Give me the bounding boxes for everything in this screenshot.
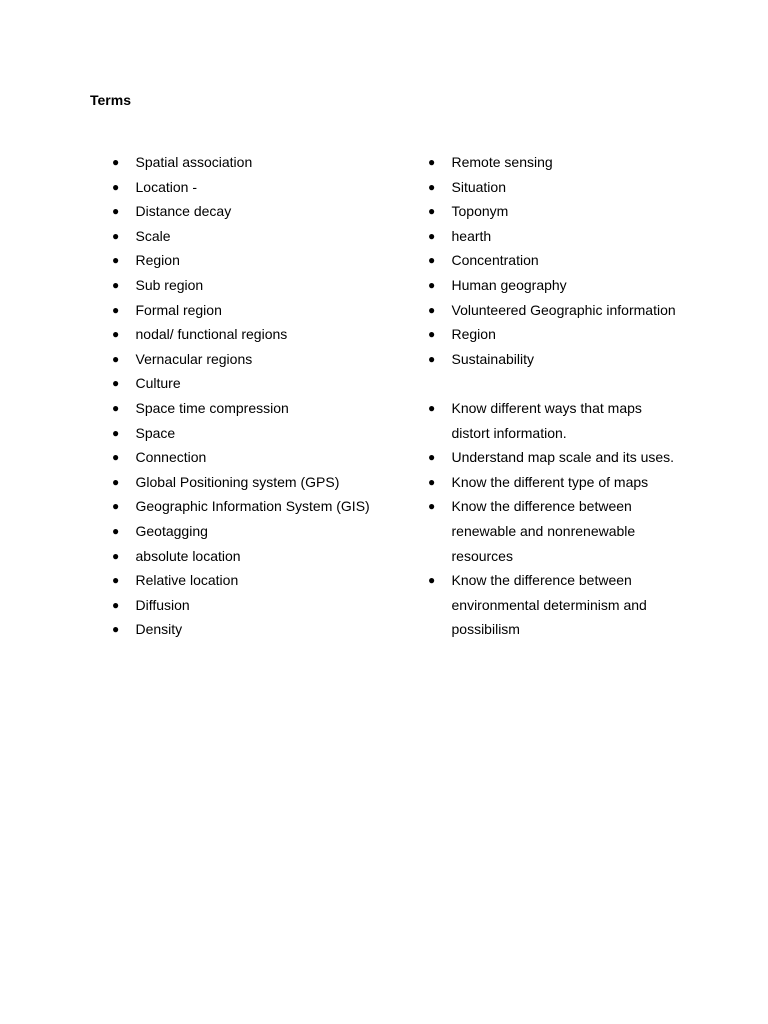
page-heading: Terms — [90, 92, 131, 108]
term-item — [112, 371, 412, 396]
bullet-icon: ● — [428, 327, 436, 342]
list-item-text: absolute location — [135, 547, 241, 564]
bullet-icon: ● — [112, 351, 120, 366]
bullet-icon: ● — [112, 179, 120, 194]
term-item — [112, 199, 412, 224]
list-item-text: Know different ways that maps distort information. — [451, 399, 642, 441]
term-item — [428, 248, 678, 273]
list-item-text: Relative location — [135, 572, 239, 589]
term-item — [428, 347, 678, 372]
bullet-icon: ● — [428, 204, 436, 219]
list-item-text: Volunteered Geographic information — [451, 301, 676, 318]
list-item-text: Space — [135, 424, 176, 441]
bullet-icon: ● — [428, 474, 436, 489]
bullet-icon: ● — [112, 474, 120, 489]
list-item-text: Toponym — [451, 203, 509, 220]
bullet-icon: ● — [112, 228, 120, 243]
bullet-icon: ● — [428, 228, 436, 243]
bullet-icon: ● — [112, 597, 120, 612]
bullet-icon: ● — [428, 253, 436, 268]
list-item-text: Geotagging — [135, 522, 208, 539]
list-item-text: Formal region — [135, 301, 222, 318]
list-item-text: Understand map scale and its uses. — [451, 449, 675, 466]
list-item-text: Geographic Information System (GIS) — [135, 498, 370, 515]
term-item — [428, 322, 678, 347]
term-item — [112, 519, 412, 544]
term-item — [428, 273, 678, 298]
bullet-icon: ● — [428, 277, 436, 292]
term-item — [428, 150, 678, 175]
bullet-icon: ● — [428, 302, 436, 317]
bullet-icon: ● — [428, 400, 436, 415]
list-item-text: hearth — [451, 227, 492, 244]
term-item — [112, 224, 412, 249]
term-item — [112, 298, 412, 323]
term-item — [112, 593, 412, 618]
list-spacer — [428, 371, 678, 396]
bullet-icon: ● — [112, 499, 120, 514]
bullet-icon: ● — [112, 302, 120, 317]
objective-item — [428, 494, 678, 568]
term-item — [112, 494, 412, 519]
term-item — [112, 396, 412, 421]
bullet-icon: ● — [112, 155, 120, 169]
list-item-text: Sub region — [135, 276, 204, 293]
list-item-text: Global Positioning system (GPS) — [135, 473, 340, 490]
list-item-text: Know the difference between renewable and nonrenewable resources — [451, 498, 636, 564]
term-item — [112, 568, 412, 593]
term-item — [428, 199, 678, 224]
bullet-icon: ● — [112, 400, 120, 415]
objective-item — [428, 568, 678, 642]
list-item-text: Spatial association — [135, 154, 253, 170]
term-item — [428, 224, 678, 249]
list-item-text: Scale — [135, 227, 171, 244]
term-item — [112, 445, 412, 470]
bullet-icon: ● — [428, 155, 436, 169]
bullet-icon: ● — [428, 450, 436, 465]
bullet-icon: ● — [112, 523, 120, 538]
objective-item — [428, 470, 678, 495]
list-item-text: Know the difference between environmental determinism and possibilism — [451, 572, 647, 638]
bullet-icon: ● — [428, 351, 436, 366]
list-item-text: Human geography — [451, 276, 567, 293]
bullet-icon: ● — [112, 573, 120, 588]
list-item-text: Vernacular regions — [135, 350, 253, 367]
term-item — [428, 298, 678, 323]
term-item — [112, 544, 412, 569]
bullet-icon: ● — [112, 548, 120, 563]
bullet-icon: ● — [428, 179, 436, 194]
bullet-icon: ● — [428, 499, 436, 514]
bullet-icon: ● — [428, 573, 436, 588]
list-item-text: Situation — [451, 178, 506, 195]
term-item — [112, 322, 412, 347]
terms-list-left — [112, 150, 412, 642]
bullet-icon: ● — [112, 277, 120, 292]
list-item-text: Distance decay — [135, 203, 232, 220]
term-item — [112, 421, 412, 446]
list-item-text: Diffusion — [135, 596, 190, 613]
term-item — [112, 150, 412, 175]
objective-item — [428, 396, 678, 445]
term-item — [112, 248, 412, 273]
bullet-icon: ● — [112, 327, 120, 342]
bullet-icon: ● — [112, 376, 120, 391]
list-item-text: Concentration — [451, 252, 539, 269]
bullet-icon: ● — [112, 622, 120, 637]
list-item-text: Region — [135, 252, 180, 269]
list-item-text: Location - — [135, 178, 197, 195]
list-item-text: Space time compression — [135, 399, 289, 416]
term-item — [112, 470, 412, 495]
bullet-icon: ● — [112, 450, 120, 465]
term-item — [112, 273, 412, 298]
list-item-text: Sustainability — [451, 350, 534, 367]
terms-list-right — [428, 150, 678, 642]
bullet-icon: ● — [112, 425, 120, 440]
term-item — [428, 175, 678, 200]
objective-item — [428, 445, 678, 470]
list-item-text: Density — [135, 621, 183, 638]
list-item-text: Know the different type of maps — [451, 473, 649, 490]
list-item-text: Culture — [135, 375, 181, 392]
list-item-text: Remote sensing — [451, 154, 553, 170]
list-item-text: Region — [451, 326, 496, 343]
list-item-text: Connection — [135, 449, 207, 466]
term-item — [112, 347, 412, 372]
bullet-icon: ● — [112, 204, 120, 219]
term-item — [112, 617, 412, 642]
term-item — [112, 175, 412, 200]
list-item-text: nodal/ functional regions — [135, 326, 288, 343]
bullet-icon: ● — [112, 253, 120, 268]
